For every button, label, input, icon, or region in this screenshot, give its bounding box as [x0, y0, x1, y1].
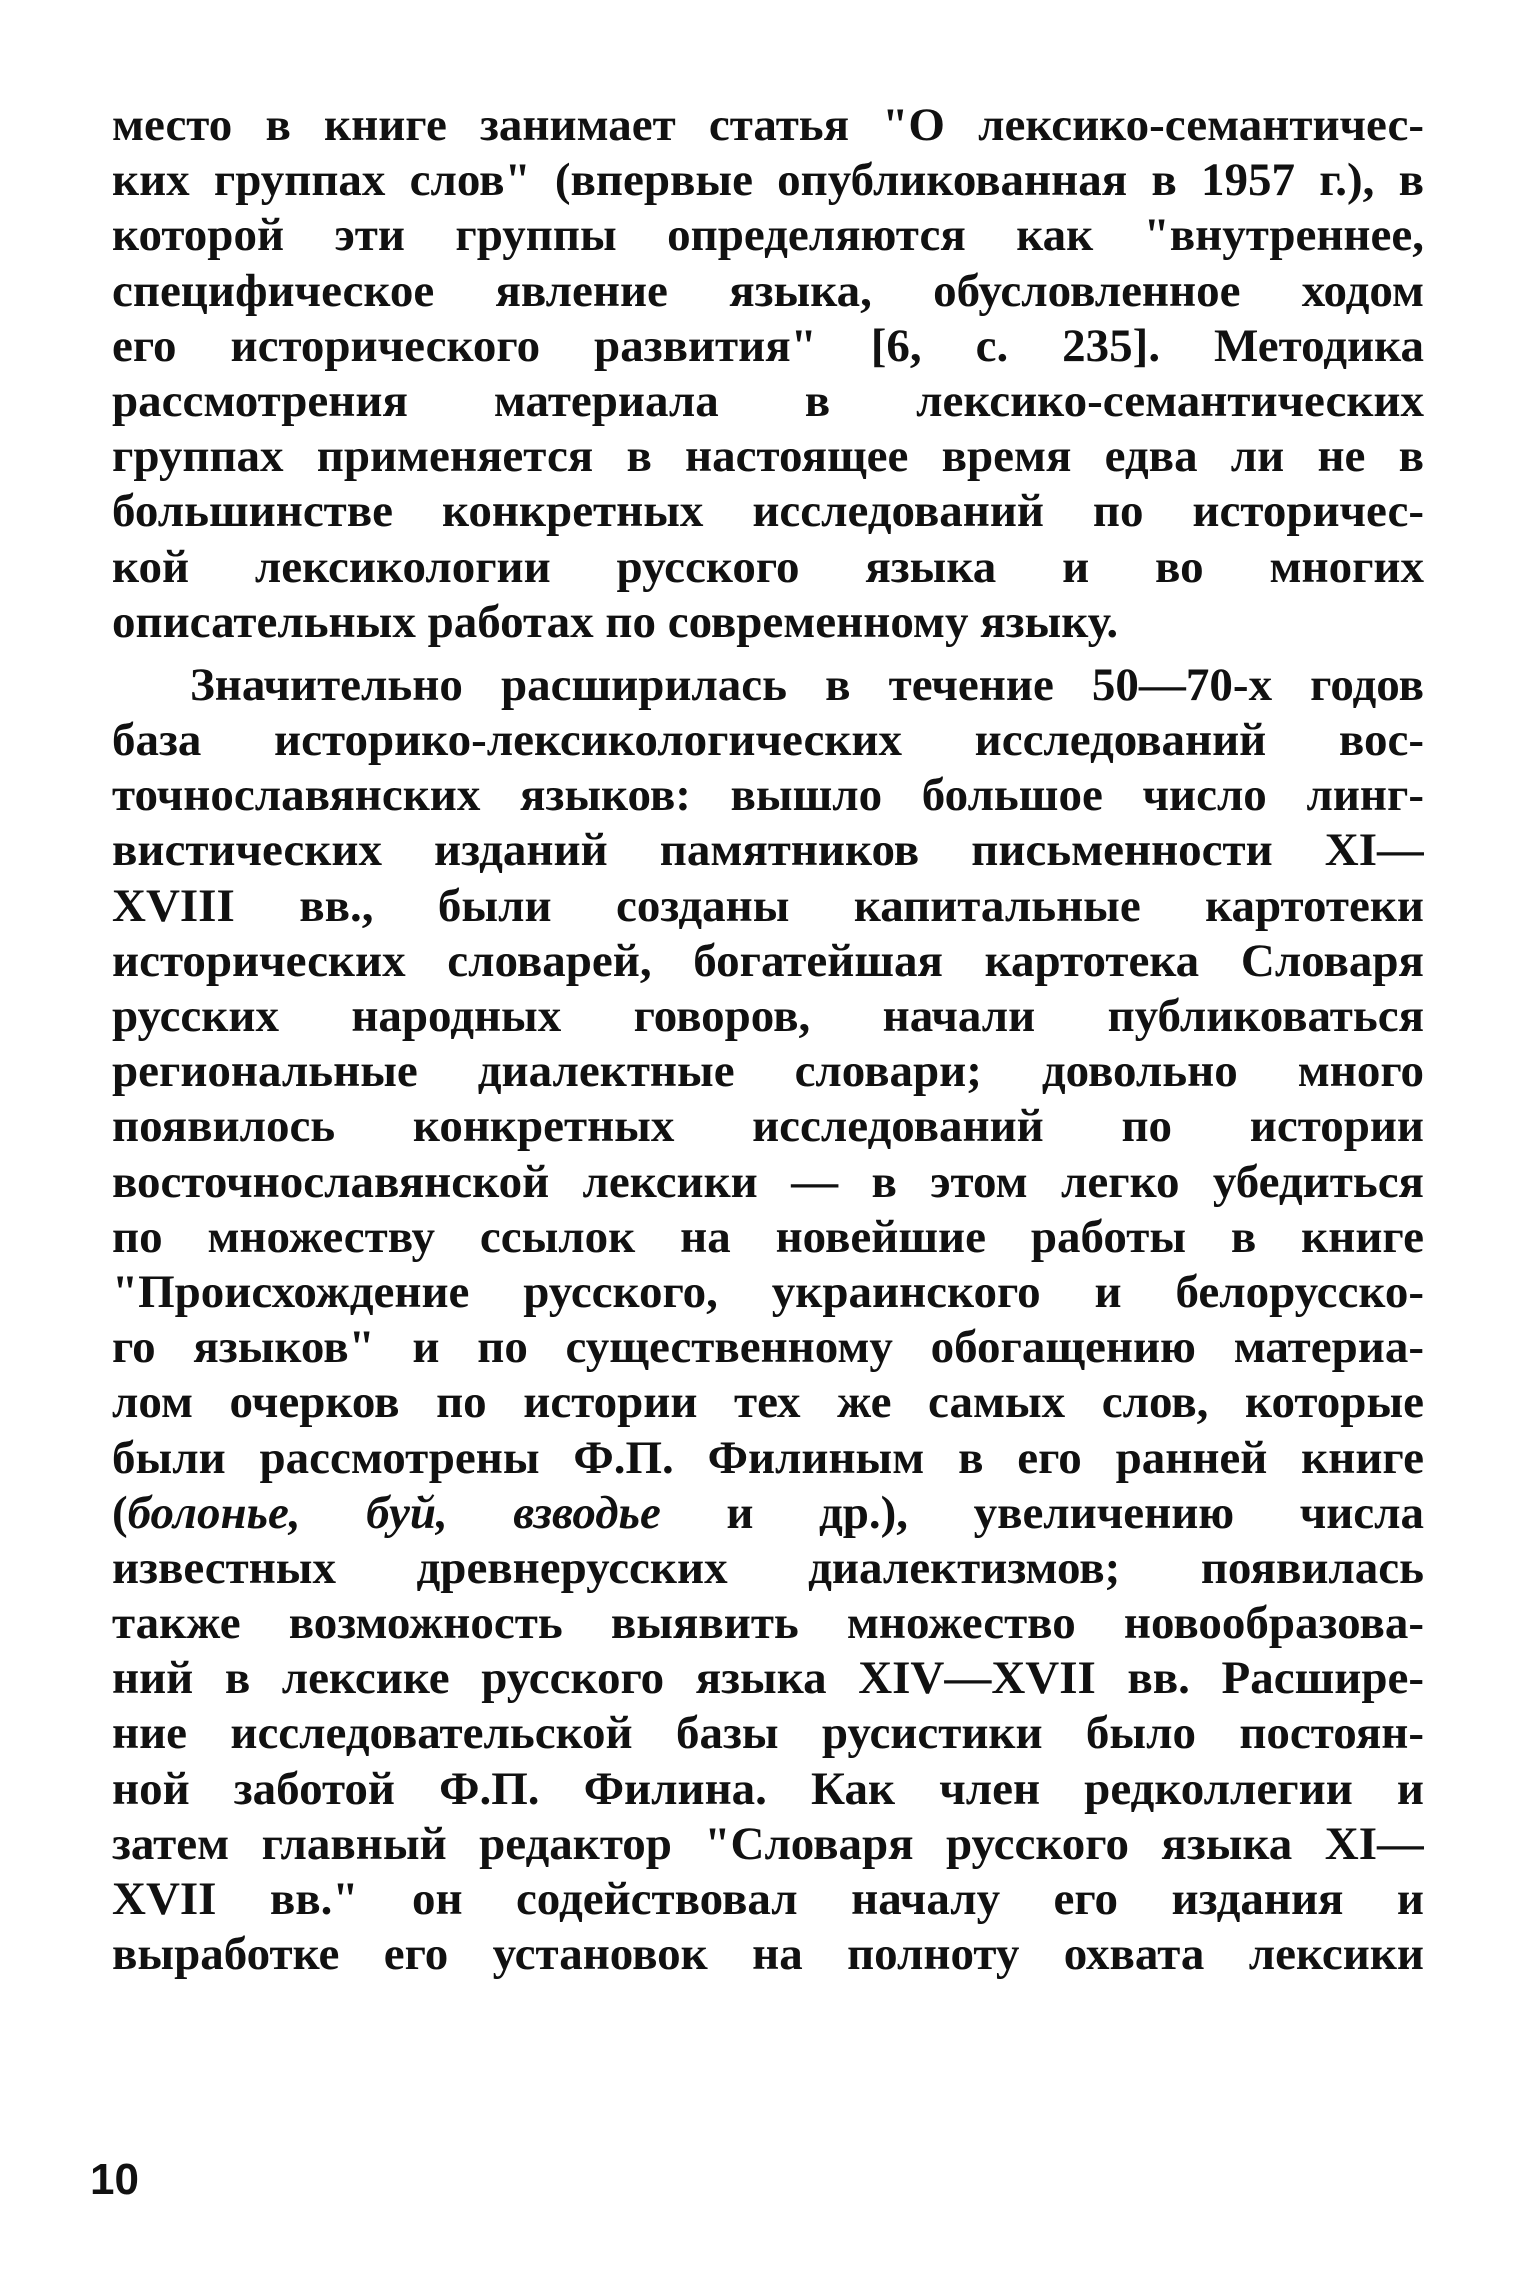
italic-word: буй,: [366, 1486, 448, 1539]
line-remainder: и др.), увеличению числа: [726, 1486, 1424, 1539]
text-line: го языков" и по существенному обогащению материа-: [112, 1321, 1424, 1374]
text-line: которой эти группы определяются как "внутреннее,: [112, 209, 1424, 262]
italic-word: взводье: [513, 1486, 661, 1539]
text-line: вистических изданий памятников письменности XI—: [112, 824, 1424, 877]
text-line: ние исследовательской базы русистики было постоян-: [112, 1707, 1424, 1760]
text-line: известных древнерусских диалектизмов; появилась: [112, 1541, 1424, 1594]
italic-word: болонье,: [127, 1486, 301, 1539]
text-line: по множеству ссылок на новейшие работы в книге: [112, 1210, 1424, 1263]
text-line: описательных работах по современному языку.: [112, 595, 1119, 648]
text-line: XVIII вв., были созданы капитальные картотеки: [112, 879, 1424, 932]
paragraph-gap: [112, 650, 1424, 658]
text-line: восточнославянской лексики — в этом легко убедиться: [112, 1155, 1424, 1208]
text-line: XVII вв." он содействовал началу его издания и: [112, 1873, 1424, 1925]
text-line: его исторического развития" [6, с. 235]. Методика: [112, 319, 1424, 372]
text-line: ний в лексике русского языка XIV—XVII вв. Расшире-: [112, 1652, 1424, 1705]
text-line: Значительно расширилась в течение 50—70-х годов: [190, 658, 1424, 711]
text-line: русских народных говоров, начали публиковаться: [112, 990, 1424, 1042]
text-line: база историко-лексикологических исследований вос-: [112, 714, 1424, 767]
paragraph-2: [112, 658, 1424, 1983]
text-line: рассмотрения материала в лексико-семантических: [112, 374, 1424, 427]
text-line: лом очерков по истории тех же самых слов, которые: [112, 1376, 1424, 1429]
text-line: появилось конкретных исследований по истории: [112, 1100, 1424, 1153]
text-line: "Происхождение русского, украинского и белорусско-: [112, 1265, 1424, 1318]
text-line: были рассмотрены Ф.П. Филиным в его ранней книге: [112, 1431, 1424, 1484]
text-line: региональные диалектные словари; довольно много: [112, 1045, 1424, 1098]
text-line: исторических словарей, богатейшая картотека Словаря: [112, 934, 1424, 987]
page-number: 10: [90, 2155, 139, 2204]
body-text: [112, 98, 1424, 1982]
text-line: выработке его установок на полноту охвата лексики: [112, 1928, 1424, 1981]
text-line: группах применяется в настоящее время едва ли не в: [112, 430, 1424, 483]
text-line: также возможность выявить множество новообразова-: [112, 1597, 1424, 1650]
text-line: точнославянских языков: вышло большое число линг-: [112, 769, 1424, 822]
text-line: большинстве конкретных исследований по историчес-: [112, 485, 1424, 538]
text-line: кой лексикологии русского языка и во многих: [112, 540, 1424, 593]
text-line: место в книге занимает статья "О лексико-семантичес-: [112, 99, 1424, 151]
text-line: ких группах слов" (впервые опубликованная в 1957 г.), в: [112, 154, 1424, 207]
paragraph-1: [112, 98, 1424, 650]
text-line: специфическое явление языка, обусловленное ходом: [112, 264, 1424, 317]
text-line-with-italics: [112, 1486, 1424, 1541]
text-line: ной заботой Ф.П. Филина. Как член редколлегии и: [112, 1762, 1424, 1815]
open-parenthesis: (: [112, 1486, 128, 1539]
text-line: затем главный редактор "Словаря русского языка XI—: [112, 1817, 1424, 1870]
